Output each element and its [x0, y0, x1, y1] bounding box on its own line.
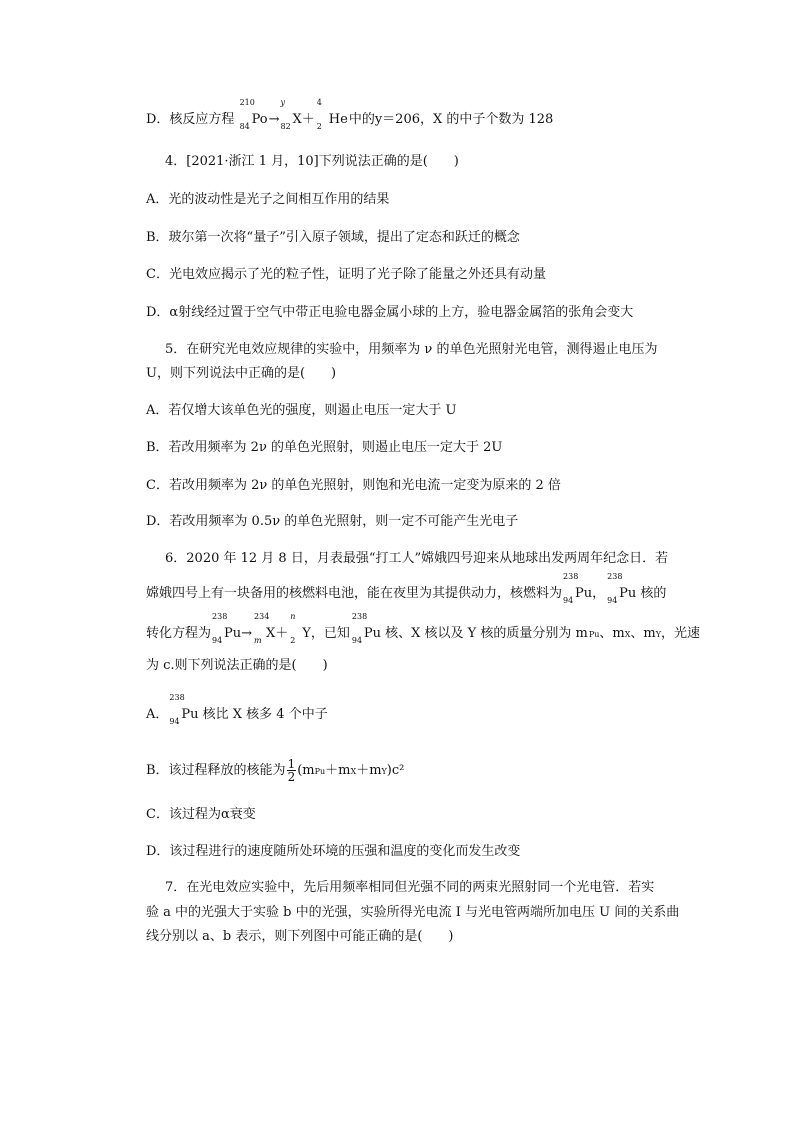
- q4-option-b: B．玻尔第一次将“量子”引入原子领域，提出了定态和跃迁的概念: [146, 230, 520, 245]
- pu-nuclide: 238 94 Pu，: [563, 572, 606, 605]
- q5-stem-line2: U，则下列说法中正确的是( ): [146, 366, 337, 381]
- q7-stem-line1: 7．在光电效应实验中，先后用频率相同但光强不同的两束光照射同一个光电管．若实: [165, 880, 655, 895]
- y-nuclide: n 2 Y，已知: [290, 612, 350, 645]
- q6-option-a: A． 238 94 Pu 核比 X 核多 4 个中子: [146, 693, 328, 726]
- pu-nuclide-3: 238 94 Pu→: [212, 612, 253, 645]
- q6-stem-line3: 转化方程为 238 94 Pu→ 234 m X＋ n 2 Y，已知 238 94 Pu 核、X 核以及 Y 核的质量分别为 mPu、mX、mY，光速: [146, 612, 701, 645]
- q3-option-d: [146, 98, 554, 131]
- fraction-one-half: $\frac{1}{2}$: [287, 757, 296, 784]
- option-text-end: 中的y＝206，X 的中子个数为 128: [348, 112, 554, 127]
- po-nuclide: 210 84 Po: [239, 98, 268, 131]
- q5-option-c: C．若改用频率为 2ν 的单色光照射，则饱和光电流一定变为原来的 2 倍: [146, 478, 561, 493]
- arrow: →: [268, 112, 280, 127]
- q4-option-a: A．光的波动性是光子之间相互作用的结果: [146, 192, 390, 207]
- q6-stem-line1: 6．2020 年 12 月 8 日，月表最强“打工人”嫦娥四号迎来从地球出发两周年纪念日．若: [165, 551, 669, 566]
- q5-option-a: A．若仅增大该单色光的强度，则遏止电压一定大于 U: [146, 403, 457, 418]
- q5-option-d: D．若改用频率为 0.5ν 的单色光照射，则一定不可能产生光电子: [146, 514, 519, 529]
- q7-stem-line3: 线分别以 a、b 表示，则下列图中可能正确的是( ): [146, 929, 454, 944]
- q6-stem-line4: 为 c.则下列说法正确的是( ): [146, 658, 328, 673]
- pu-nuclide-2: 238 94 Pu 核的: [607, 572, 667, 605]
- q4-option-c: C．光电效应揭示了光的粒子性，证明了光子除了能量之外还具有动量: [146, 267, 546, 282]
- q6-option-d: D．该过程进行的速度随所处环境的压强和温度的变化而发生改变: [146, 844, 521, 859]
- q7-stem-line2: 验 a 中的光强大于实验 b 中的光强，实验所得光电流 I 与光电管两端所加电压 U 间的关系曲: [146, 905, 680, 920]
- q4-option-d: D．α射线经过置于空气中带正电验电器金属小球的上方，验电器金属箔的张角会变大: [146, 305, 634, 320]
- q4-stem: 4．[2021·浙江 1 月，10]下列说法正确的是( ): [165, 154, 459, 169]
- pu-nuclide-5: 238 94 Pu 核比 X 核多 4 个中子: [169, 693, 328, 726]
- q5-option-b: B．若改用频率为 2ν 的单色光照射，则遏止电压一定大于 2U: [146, 440, 503, 455]
- q6-stem-line2: 嫦娥四号上有一块备用的核燃料电池，能在夜里为其提供动力，核燃料为 238 94 Pu， 238 94 Pu 核的: [146, 572, 667, 605]
- q6-option-c: C．该过程为α衰变: [146, 807, 256, 822]
- x-nuclide: 234 m X＋: [254, 612, 289, 645]
- q5-stem-line1: 5．在研究光电效应规律的实验中，用频率为 ν 的单色光照射光电管，测得遏止电压为: [165, 342, 658, 357]
- x-nuclide: y 82 X＋: [280, 98, 315, 131]
- q6-option-b: B．该过程释放的核能为 $\frac{1}{2}$ (mPu＋mX＋mY)c²: [146, 757, 405, 784]
- he-nuclide: 4 2 He: [316, 98, 348, 131]
- pu-nuclide-4: 238 94 Pu 核、X 核以及 Y 核的质量分别为 m: [351, 612, 588, 645]
- option-text: D．核反应方程: [146, 112, 235, 127]
